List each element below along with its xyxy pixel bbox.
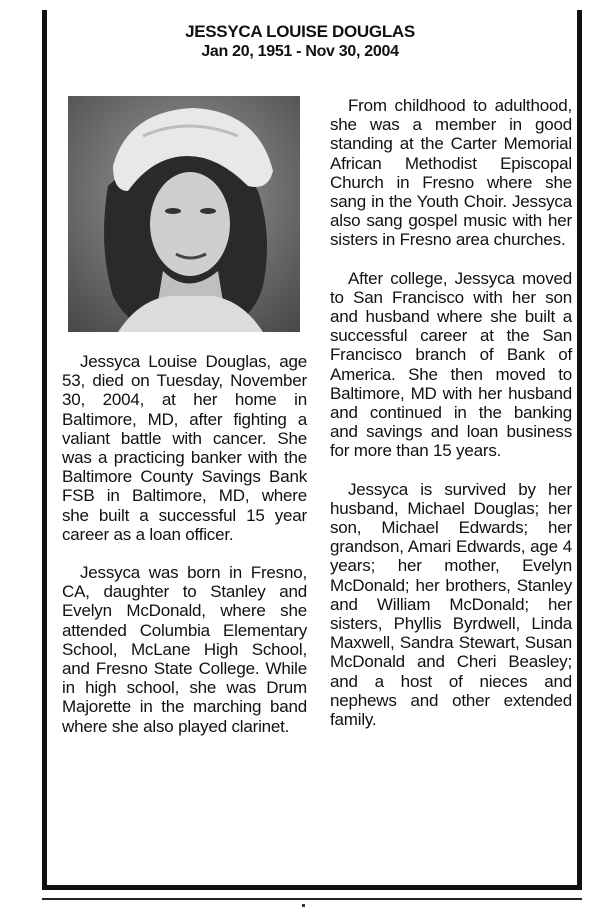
portrait-photo [68, 96, 300, 332]
left-column [62, 352, 307, 736]
deceased-name: JESSYCA LOUISE DOUGLAS [185, 22, 415, 41]
bottom-mark [302, 904, 305, 907]
life-dates: Jan 20, 1951 - Nov 30, 2004 [201, 43, 399, 60]
paragraph-death-notice: Jessyca Louise Douglas, age 53, died on Tuesday, November 30, 2004, at her home in Baltimore, MD, after fighting a valiant battle with cancer. She was a practicing banker with the Baltimore County Savings Bank FSB in Baltimore, MD, where she built a successful 15 year career as a loan officer. [62, 352, 307, 544]
portrait-photo-icon [68, 96, 300, 332]
paragraph-church: From childhood to adulthood, she was a member in good standing at the Carter Memorial African Methodist Episcopal Church in Fresno where she sang in the Youth Choir. Jessyca also sang gospel music with her sisters in Fresno area churches. [330, 96, 572, 250]
paragraph-survivors: Jessyca is survived by her husband, Michael Douglas; her son, Michael Edwards; her grandson, Amari Edwards, age 4 years; her mother, Evelyn McDonald; her brothers, Stanley and William McDonald; her sisters, Phyllis Byrdwell, Linda Maxwell, Sandra Stewart, Susan McDonald and Cheri Beasley; and a host of nieces and nephews and other extended family. [330, 479, 572, 730]
obituary-heading [0, 22, 600, 61]
right-column [330, 96, 572, 729]
paragraph-career: After college, Jessyca moved to San Francisco with her son and husband where she built a successful career at the San Francisco branch of Bank of America. She then moved to Baltimore, MD with her husband and continued in the banking and savings and loan business for more than 15 years. [330, 268, 572, 461]
paragraph-early-life: Jessyca was born in Fresno, CA, daughter to Stanley and Evelyn McDonald, where she attended Columbia Elementary School, McLane High School, and Fresno State College. While in high school, she was Drum Majorette in the marching band where she also played clarinet. [62, 563, 307, 736]
bottom-rule [42, 898, 582, 900]
